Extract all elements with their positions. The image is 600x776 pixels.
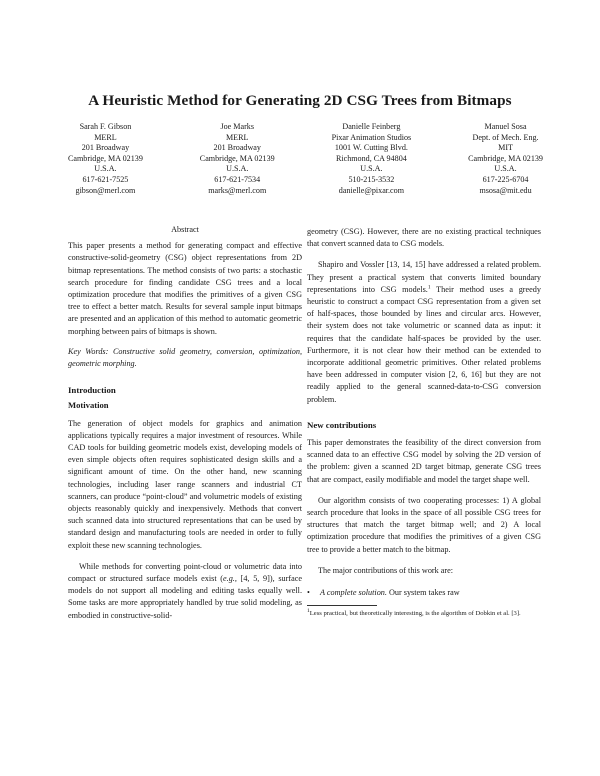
author-city: Cambridge, MA 02139 [199, 153, 275, 163]
author-name: Joe Marks [220, 122, 254, 131]
author-country: U.S.A. [226, 164, 249, 174]
author-email: msosa@mit.edu [479, 185, 532, 195]
bullet-rest: Our system takes raw [386, 588, 460, 598]
author-block [68, 122, 543, 196]
keywords [68, 346, 302, 370]
right-paragraph-2 [307, 259, 541, 405]
author-country: U.S.A. [494, 164, 517, 174]
author-org: MERL [225, 132, 249, 142]
author-org: Dept. of Mech. Eng. [472, 132, 539, 142]
author-phone: 617-621-7525 [82, 174, 129, 184]
abstract-text: This paper presents a method for generating compact and effective constructive-solid-geometry (CSG) object representations from 2D bitmap representations. The method consists of two parts: a stochastic search procedure for finding candidate CSG trees and a local optimization procedure that modifies the primitives of a given CSG tree to effect a better match. Results for several sample input bitmaps are presented and an application of this method to automatic geometric morphing between pairs of bitmaps is shown. [68, 241, 302, 336]
intro-paragraph-1: The generation of object models for graphics and animation applications typically requires a major investment of resources. While CAD tools for building geometric models exist, developing models of even simple objects often requires sophisticated design skills and a significant amount of time. On the other hand, new scanning technologies, including laser range scanners and industrial CT scanners, can produce “point-cloud” and volumetric models of existing objects reasonably quickly and inexpensively. Methods that convert such scanned data into structured representations that can be used by standard design and manufacturing tools are needed in order to fully exploit these new scanning technologies. [68, 418, 302, 550]
motivation-heading: Motivation [68, 400, 109, 411]
intro-paragraph-2-start: While methods for converting point-cloud or volumetric data into compact or structured surface models exist ( [68, 561, 302, 584]
author-email: gibson@merl.com [75, 185, 136, 195]
keywords-label: Key Words: [68, 346, 109, 356]
author-street: 1001 W. Cutting Blvd. [334, 143, 408, 153]
author-0 [68, 122, 143, 196]
author-country: U.S.A. [360, 164, 383, 174]
author-3 [468, 122, 543, 196]
author-city: Richmond, CA 94804 [335, 153, 407, 163]
contrib-paragraph-3: The major contributions of this work are: [318, 565, 454, 575]
footnote-text: Less practical, but theoretically interesting, is the algorithm of Dobkin et al. [3]. [309, 610, 521, 618]
left-column [68, 224, 302, 622]
right-paragraph-2-start: Shapiro and Vossler [13, 14, 15] have addressed a related problem. They present a practical system that converts limited boundary representations into CSG models. [307, 260, 541, 294]
right-column [307, 226, 541, 618]
contrib-paragraph-2: Our algorithm consists of two cooperating processes: 1) A global search procedure that looks in the space of all possible CSG trees for structures that match the target bitmap well; and 2) A local optimization procedure that modifies the primitives of a given CSG tree to provide a better match to the bitmap. [307, 495, 541, 554]
author-street: 201 Broadway [81, 143, 130, 153]
bullet-emphasis: A complete solution. [320, 588, 387, 598]
author-1 [200, 122, 275, 196]
author-city: Cambridge, MA 02139 [68, 153, 143, 163]
author-name: Manuel Sosa [484, 122, 527, 131]
bullet-text [320, 587, 460, 599]
introduction-heading: Introduction [68, 385, 116, 396]
author-phone: 510-215-3532 [348, 174, 395, 184]
footnote-ref: 1 [427, 284, 431, 291]
author-country: U.S.A. [94, 164, 117, 174]
author-phone: 617-621-7534 [214, 174, 261, 184]
author-street: 201 Broadway [213, 143, 261, 153]
contrib-paragraph-1: This paper demonstrates the feasibility of the direct conversion from scanned data to an effective CSG model by solving the 2D version of the problem: given a scanned 2D target bitmap, generate CSG trees that are compact, easily modifiable and model the target shape well. [307, 438, 541, 484]
author-email: danielle@pixar.com [338, 185, 404, 195]
author-city: Cambridge, MA 02139 [468, 153, 543, 163]
right-paragraph-1: geometry (CSG). However, there are no existing practical techniques that convert scanned data to CSG models. [307, 227, 541, 249]
author-name: Danielle Feinberg [342, 122, 401, 131]
keywords-text: Constructive solid geometry, conversion, optimization, geometric morphing. [68, 346, 303, 369]
new-contributions-heading: New contributions [307, 419, 377, 430]
author-org: MERL [94, 132, 117, 142]
author-phone: 617-225-6704 [482, 174, 529, 184]
intro-paragraph-2-eg: e.g. [223, 574, 235, 584]
author-street: MIT [498, 143, 513, 153]
bullet-icon: • [307, 588, 310, 598]
footnote-rule [307, 605, 377, 606]
right-paragraph-2-end: Their method uses a greedy heuristic to construct a compact CSG representation from a given set of half-spaces, those bounded by lines and circular arcs. However, their system does not take volumetric or scanned data as input: it requires that the candidate half-spaces be provided by the user. Furthermore, it is not clear how their method can be extended to incorporate additional geometric primitives. Other related problems have been addressed in computer vision [2, 6, 16] but they are not readily applied to the general scanned-data-to-CSG conversion problem. [307, 284, 541, 404]
contribution-bullet [307, 587, 541, 599]
author-email: marks@merl.com [208, 185, 267, 195]
paper-title: A Heuristic Method for Generating 2D CSG Trees from Bitmaps [88, 92, 512, 109]
intro-paragraph-2-end: , [4, 5, 9]), surface models do not support all modeling and editing tasks equally well. Some tasks are more appropriately handled by true solid modeling, as embodied in constructive-solid- [68, 574, 302, 620]
author-name: Sarah F. Gibson [79, 122, 132, 131]
abstract-heading: Abstract [171, 225, 199, 234]
footnote [307, 609, 541, 618]
intro-paragraph-2 [68, 561, 302, 622]
footnote-mark: 1 [307, 608, 310, 615]
author-org: Pixar Animation Studios [331, 132, 412, 142]
author-2 [332, 122, 412, 196]
